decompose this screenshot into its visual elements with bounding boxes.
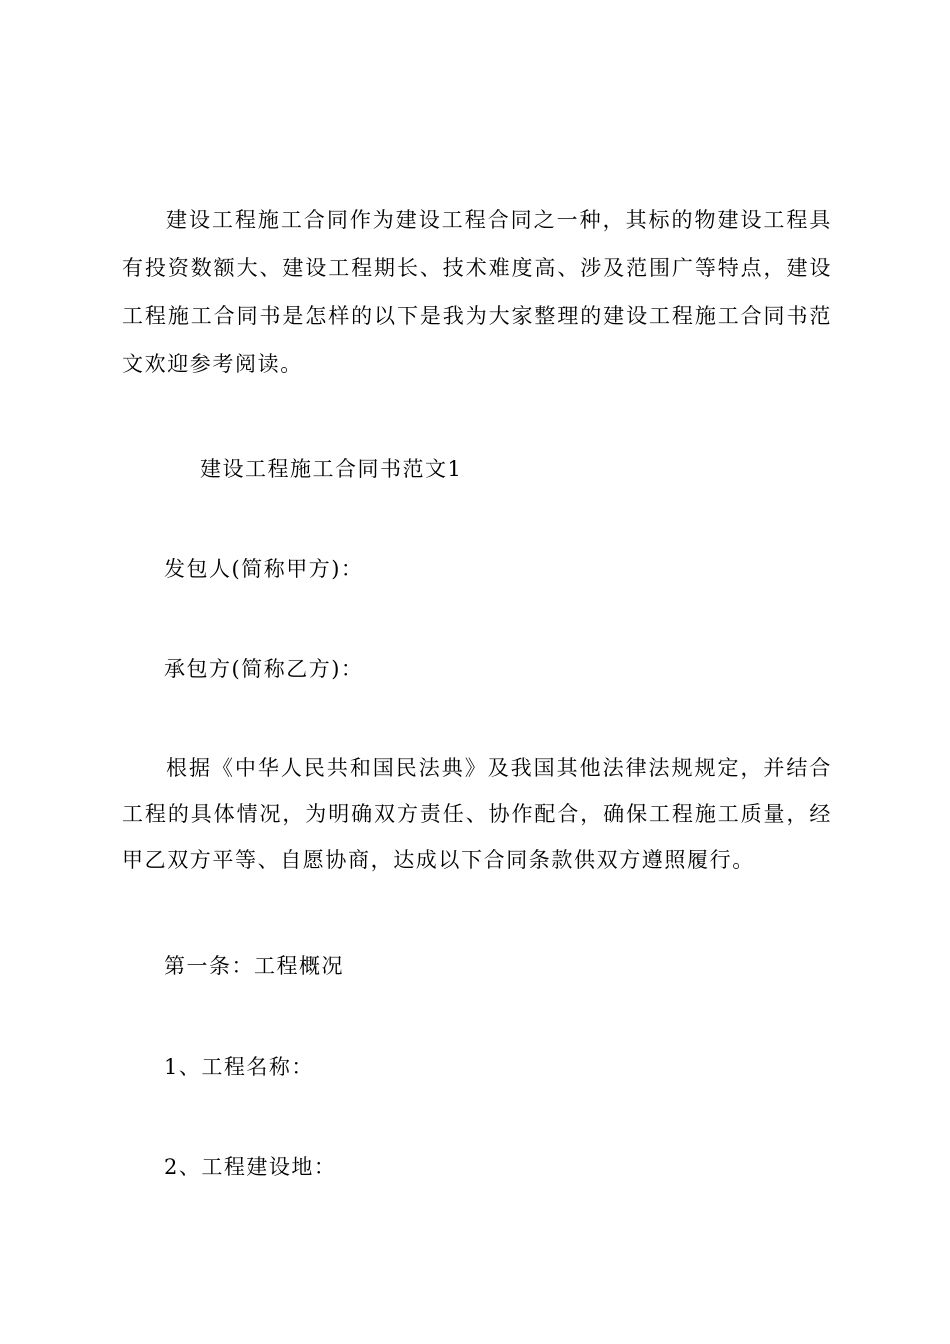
item-project-location: 2、工程建设地： [164,1155,337,1179]
section-title: 建设工程施工合同书范文1 [200,457,463,481]
item-project-name: 1、工程名称： [164,1055,314,1079]
party-a-line: 发包人(简称甲方)： [164,557,364,581]
intro-paragraph: 建设工程施工合同作为建设工程合同之一种，其标的物建设工程具有投资数额大、建设工程期长、技术难度高、涉及范围广等特点，建设工程施工合同书是怎样的以下是我为大家整理的建设工程施工合同书范文欢迎参考阅读。 [122,208,832,376]
article-1-title: 第一条：工程概况 [164,954,344,978]
party-b-line: 承包方(简称乙方)： [164,657,364,681]
basis-paragraph: 根据《中华人民共和国民法典》及我国其他法律法规规定，并结合工程的具体情况，为明确双方责任、协作配合，确保工程施工质量，经甲乙双方平等、自愿协商，达成以下合同条款供双方遵照履行。 [122,756,832,872]
